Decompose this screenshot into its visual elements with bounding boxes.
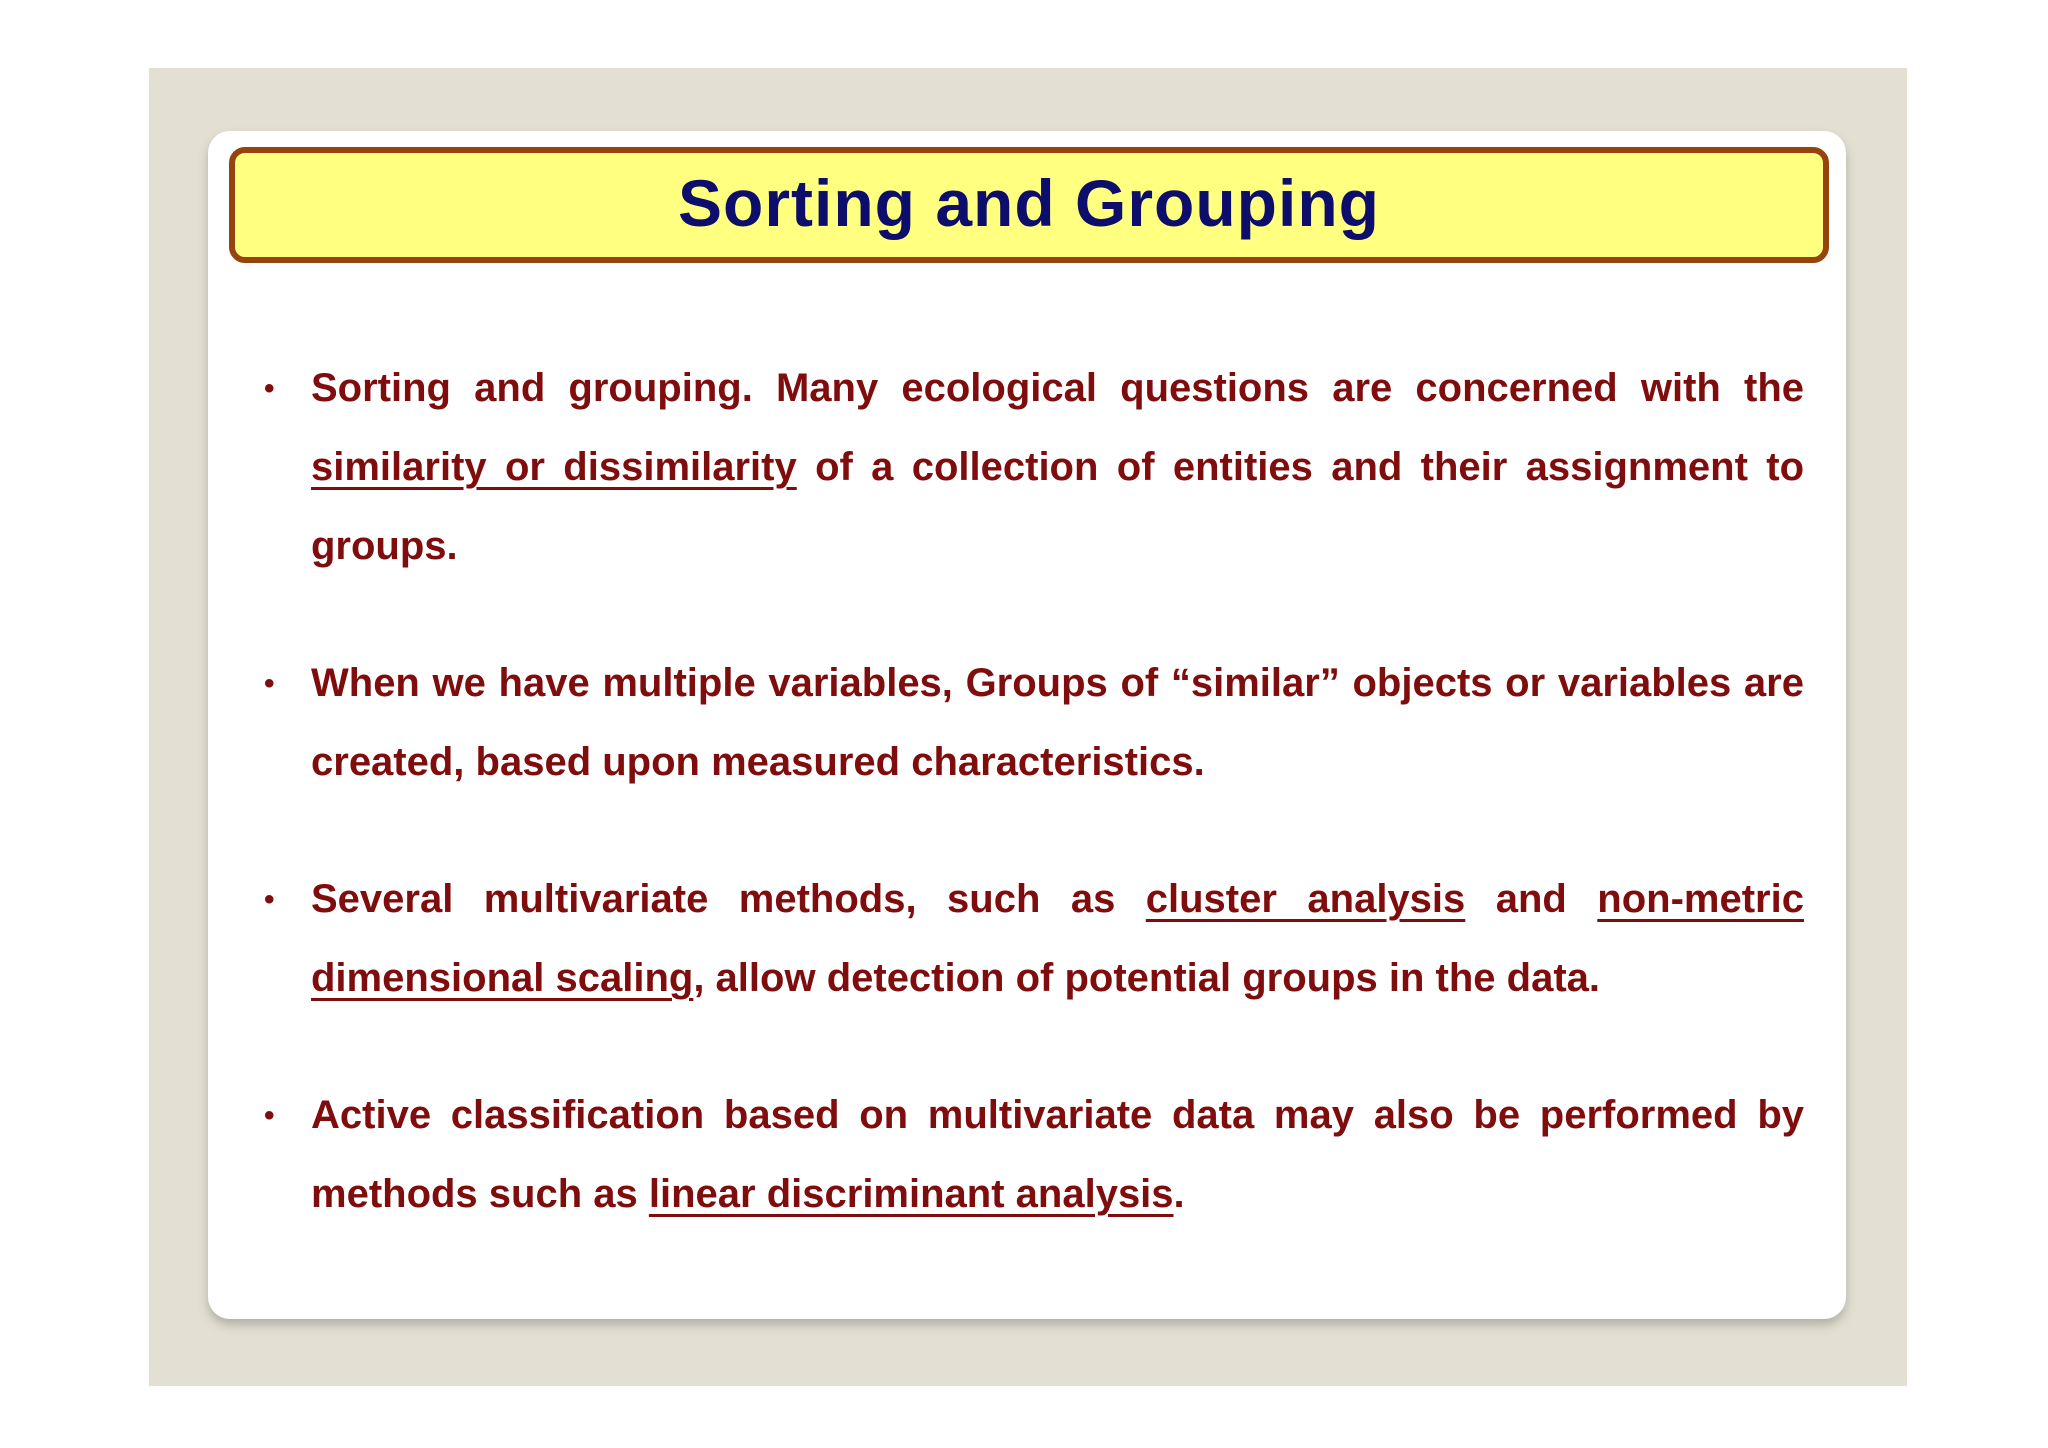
bullet-icon: • (264, 667, 275, 700)
bullet-item-3 (256, 860, 1804, 1018)
term-similarity-or-dissimilarity: similarity or dissimilarity (311, 445, 797, 489)
term-non-metric-dimensional-scaling: non-metric dimensional scaling (311, 877, 1804, 1000)
bullet-item-2 (256, 644, 1804, 802)
slide-frame (149, 68, 1907, 1386)
bullet-icon: • (264, 1099, 275, 1132)
bullet-text: When we have multiple variables, Groups of “similar” objects or variables are created, based upon measured characteristics. (311, 661, 1804, 784)
term-cluster-analysis: cluster analysis (1145, 877, 1466, 921)
bullet-icon: • (264, 372, 275, 405)
bullet-icon: • (264, 883, 275, 916)
bullet-text: , allow detection of potential groups in the data. (693, 956, 1601, 1000)
title-bar (229, 147, 1829, 263)
term-linear-discriminant-analysis: linear discriminant analysis (648, 1172, 1174, 1216)
bullet-item-1 (256, 349, 1804, 586)
bullet-item-4 (256, 1076, 1804, 1234)
bullet-text: . (1173, 1172, 1185, 1216)
slide-title: Sorting and Grouping (678, 166, 1380, 240)
bullet-text: Active classification based on multivariate data may also be performed by methods such as (311, 1093, 1804, 1216)
bullet-text: of a collection of entities and their assignment to groups. (311, 445, 1805, 568)
bullet-text: and (1465, 877, 1598, 921)
bullet-text: Several multivariate methods, such as (311, 877, 1146, 921)
bullet-list (256, 349, 1804, 1292)
slide-card (208, 131, 1846, 1319)
bullet-text: Sorting and grouping. Many ecological questions are concerned with the (311, 366, 1804, 410)
